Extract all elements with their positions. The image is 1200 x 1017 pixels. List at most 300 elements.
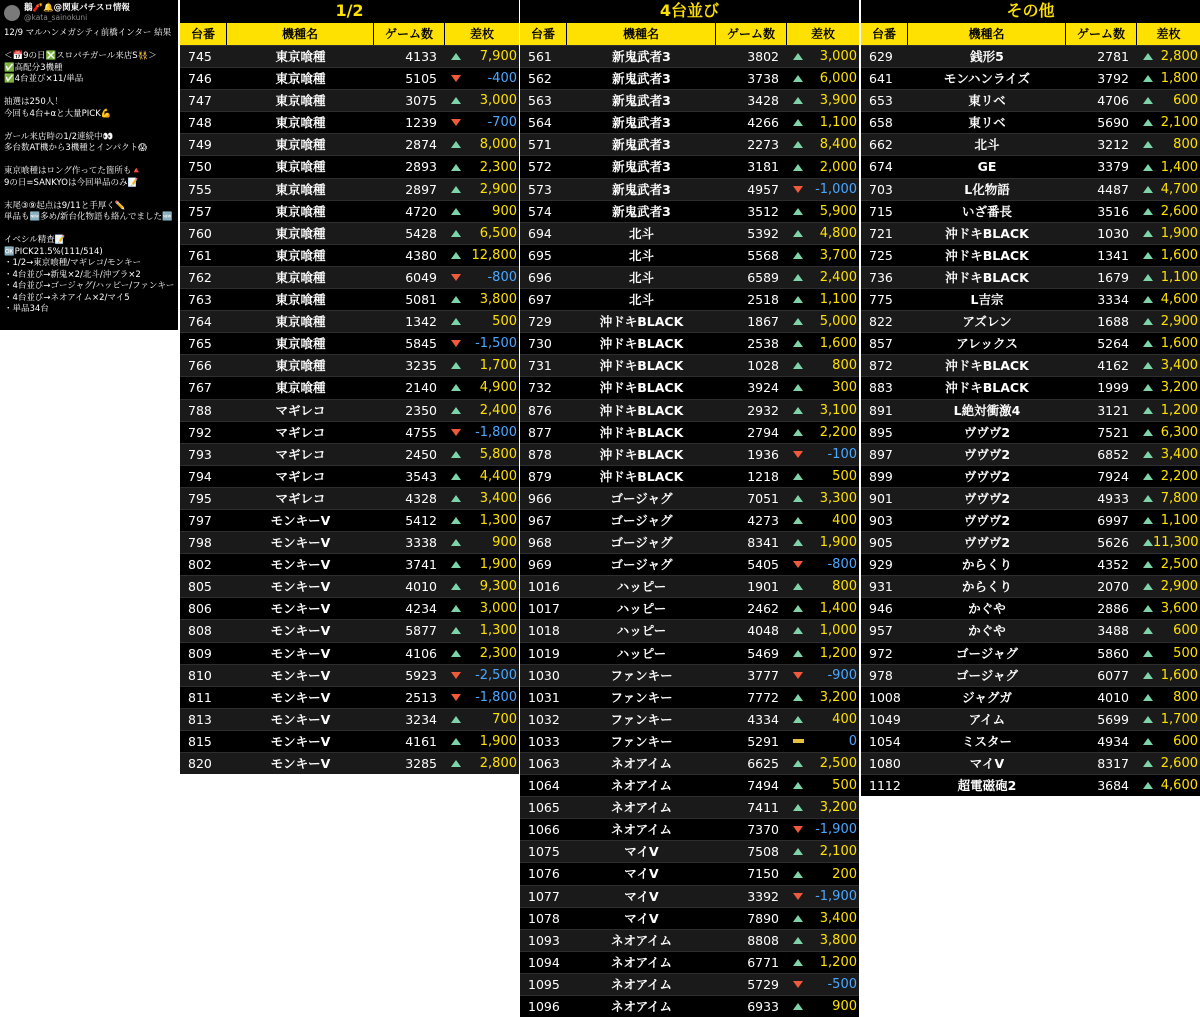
panel-title: 1/2 bbox=[335, 1, 364, 20]
up-triangle-icon bbox=[793, 119, 803, 126]
diff-cell bbox=[787, 974, 859, 995]
up-triangle-icon bbox=[1143, 605, 1153, 612]
table-row bbox=[180, 421, 519, 443]
machine-number: 561 bbox=[528, 49, 552, 64]
machine-name: 東京喰種 bbox=[275, 380, 326, 396]
up-triangle-icon bbox=[1143, 296, 1153, 303]
diff-value: -100 bbox=[827, 446, 857, 462]
table-row bbox=[520, 399, 859, 421]
machine-name: マギレコ bbox=[275, 446, 326, 462]
game-count: 1342 bbox=[405, 314, 437, 330]
diff-value: 3,000 bbox=[819, 49, 857, 65]
machine-number: 895 bbox=[869, 424, 893, 440]
machine-number: 1094 bbox=[528, 954, 560, 970]
diff-cell bbox=[1137, 400, 1200, 421]
diff-cell bbox=[787, 488, 859, 509]
machine-name: マイV bbox=[624, 888, 659, 904]
game-count: 3924 bbox=[747, 380, 779, 396]
up-triangle-icon bbox=[1143, 650, 1153, 657]
diff-cell bbox=[787, 731, 859, 752]
up-triangle-icon bbox=[793, 583, 803, 590]
machine-number: 761 bbox=[188, 247, 212, 263]
table-row bbox=[861, 399, 1200, 421]
up-triangle-icon bbox=[793, 627, 803, 634]
tweet-line: ＜📅9の日❎スロパチガール来店S👯＞ bbox=[4, 51, 157, 61]
panel-others bbox=[861, 0, 1200, 796]
diff-cell bbox=[445, 90, 519, 111]
diff-value: 0 bbox=[848, 733, 857, 749]
up-triangle-icon bbox=[1143, 407, 1153, 414]
game-count: 6049 bbox=[405, 269, 437, 285]
machine-number: 966 bbox=[528, 490, 552, 506]
machine-name: 東京喰種 bbox=[275, 292, 326, 308]
machine-number: 658 bbox=[869, 115, 893, 131]
down-triangle-icon bbox=[451, 429, 461, 436]
machine-number: 715 bbox=[869, 203, 893, 219]
machine-name: L化物語 bbox=[964, 181, 1010, 197]
machine-number: 877 bbox=[528, 424, 552, 440]
diff-value: 4,400 bbox=[479, 468, 517, 484]
table-row bbox=[861, 111, 1200, 133]
up-triangle-icon bbox=[793, 716, 803, 723]
game-count: 3777 bbox=[747, 667, 779, 683]
machine-name: マイV bbox=[969, 756, 1005, 771]
diff-cell bbox=[1137, 775, 1200, 796]
game-count: 1867 bbox=[747, 314, 779, 330]
diff-cell bbox=[787, 444, 859, 465]
diff-value: 500 bbox=[832, 778, 857, 794]
table-row bbox=[861, 597, 1200, 619]
game-count: 5626 bbox=[1097, 535, 1129, 551]
up-triangle-icon bbox=[793, 517, 803, 524]
diff-cell bbox=[787, 377, 859, 398]
table-row bbox=[861, 288, 1200, 310]
machine-number: 811 bbox=[188, 689, 212, 705]
machine-number: 695 bbox=[528, 247, 552, 263]
table-header bbox=[520, 22, 859, 45]
diff-cell bbox=[787, 510, 859, 531]
game-count: 4933 bbox=[1097, 490, 1129, 506]
diff-value: 3,000 bbox=[479, 93, 517, 109]
diff-cell bbox=[445, 709, 519, 730]
machine-name: 北斗 bbox=[628, 247, 654, 263]
diff-cell bbox=[445, 576, 519, 597]
diff-value: 1,200 bbox=[819, 954, 857, 970]
col-header-games: ゲーム数 bbox=[716, 23, 787, 45]
machine-name: モンキーV bbox=[270, 756, 331, 771]
table-row bbox=[861, 752, 1200, 774]
down-triangle-icon bbox=[793, 561, 803, 568]
up-triangle-icon bbox=[451, 296, 461, 303]
game-count: 6852 bbox=[1097, 446, 1129, 462]
machine-name: 東京喰種 bbox=[275, 203, 326, 219]
machine-number: 762 bbox=[188, 269, 212, 285]
machine-number: 788 bbox=[188, 402, 212, 418]
account-name[interactable]: 鵝🧨🔔@関東パチスロ情報 bbox=[24, 3, 130, 13]
up-triangle-icon bbox=[793, 848, 803, 855]
diff-value: 5,800 bbox=[479, 446, 517, 462]
diff-cell bbox=[787, 554, 859, 575]
machine-name: ファンキー bbox=[610, 667, 673, 683]
game-count: 5428 bbox=[405, 225, 437, 241]
machine-name: 沖ドキBLACK bbox=[945, 225, 1029, 241]
game-count: 4380 bbox=[405, 247, 437, 263]
game-count: 4487 bbox=[1097, 181, 1129, 197]
diff-value: 1,100 bbox=[1160, 513, 1198, 529]
up-triangle-icon bbox=[793, 694, 803, 701]
diff-cell bbox=[787, 532, 859, 553]
table-row bbox=[520, 973, 859, 995]
diff-cell bbox=[1137, 598, 1200, 619]
machine-number: 968 bbox=[528, 535, 552, 551]
diff-value: 3,800 bbox=[479, 292, 517, 308]
diff-cell bbox=[1137, 245, 1200, 266]
table-row bbox=[520, 67, 859, 89]
machine-name: 東京喰種 bbox=[275, 49, 326, 64]
diff-value: 1,700 bbox=[479, 358, 517, 374]
table-row bbox=[520, 421, 859, 443]
game-count: 8317 bbox=[1097, 756, 1129, 771]
table-row bbox=[520, 155, 859, 177]
up-triangle-icon bbox=[793, 937, 803, 944]
diff-cell bbox=[787, 311, 859, 332]
table-row bbox=[180, 244, 519, 266]
machine-name: モンハンライズ bbox=[943, 71, 1031, 87]
table-row bbox=[180, 155, 519, 177]
machine-number: 806 bbox=[188, 601, 212, 617]
table-row bbox=[520, 45, 859, 67]
diff-cell bbox=[1137, 311, 1200, 332]
up-triangle-icon bbox=[1143, 340, 1153, 347]
up-triangle-icon bbox=[793, 760, 803, 767]
up-triangle-icon bbox=[793, 915, 803, 922]
table-row bbox=[520, 752, 859, 774]
up-triangle-icon bbox=[1143, 583, 1153, 590]
diff-value: 6,500 bbox=[479, 225, 517, 241]
diff-cell bbox=[445, 510, 519, 531]
table-row bbox=[861, 531, 1200, 553]
up-triangle-icon bbox=[793, 141, 803, 148]
diff-value: 1,600 bbox=[1160, 667, 1198, 683]
machine-name: 銭形5 bbox=[970, 49, 1004, 64]
machine-name: モンキーV bbox=[270, 733, 331, 749]
tweet-line: ✅高配分3機種 bbox=[4, 62, 63, 73]
up-triangle-icon bbox=[1143, 694, 1153, 701]
up-triangle-icon bbox=[451, 561, 461, 568]
table-row bbox=[180, 553, 519, 575]
game-count: 2538 bbox=[747, 336, 779, 352]
diff-value: 900 bbox=[832, 999, 857, 1015]
game-count: 2893 bbox=[405, 159, 437, 175]
machine-name: ヴヴヴ2 bbox=[963, 424, 1011, 440]
panel-title: その他 bbox=[1006, 1, 1055, 20]
diff-value: 3,200 bbox=[819, 800, 857, 816]
machine-number: 1063 bbox=[528, 756, 560, 771]
up-triangle-icon bbox=[1143, 429, 1153, 436]
table-row bbox=[180, 575, 519, 597]
tweet-line: ガール来店時の1/2連続中👀 bbox=[4, 131, 114, 142]
machine-number: 969 bbox=[528, 557, 552, 573]
machine-number: 662 bbox=[869, 137, 893, 153]
machine-name: ゴージャグ bbox=[955, 667, 1018, 683]
diff-cell bbox=[787, 687, 859, 708]
tweet-line: 🆗PICK21.5%(111/514) bbox=[4, 246, 103, 257]
machine-number: 883 bbox=[869, 380, 893, 396]
game-count: 4133 bbox=[405, 49, 437, 64]
table-row bbox=[520, 995, 859, 1017]
tweet-line: ・1/2→東京喰種/マギレコ/モンキー bbox=[4, 258, 141, 268]
machine-number: 872 bbox=[869, 358, 893, 374]
table-row bbox=[861, 266, 1200, 288]
machine-number: 1019 bbox=[528, 645, 560, 661]
diff-cell bbox=[1137, 709, 1200, 730]
machine-name: モンキーV bbox=[270, 579, 331, 595]
game-count: 4048 bbox=[747, 623, 779, 639]
diff-cell bbox=[787, 775, 859, 796]
machine-name: ハッピー bbox=[616, 645, 667, 661]
machine-name: ネオアイム bbox=[610, 800, 672, 816]
account-handle[interactable]: @kata_sainokuni bbox=[24, 13, 88, 22]
machine-number: 747 bbox=[188, 93, 212, 109]
table-row bbox=[520, 266, 859, 288]
game-count: 4010 bbox=[1097, 689, 1129, 705]
game-count: 7508 bbox=[747, 844, 779, 860]
col-header-machine: 機種名 bbox=[227, 23, 374, 45]
game-count: 3392 bbox=[747, 888, 779, 904]
machine-number: 765 bbox=[188, 336, 212, 352]
game-count: 8341 bbox=[747, 535, 779, 551]
col-header-no: 台番 bbox=[861, 23, 908, 45]
machine-number: 629 bbox=[869, 49, 893, 64]
machine-number: 767 bbox=[188, 380, 212, 396]
game-count: 3543 bbox=[405, 468, 437, 484]
diff-cell bbox=[445, 466, 519, 487]
up-triangle-icon bbox=[451, 760, 461, 767]
diff-value: 3,400 bbox=[479, 490, 517, 506]
machine-name: 沖ドキBLACK bbox=[945, 380, 1029, 396]
table-row bbox=[180, 178, 519, 200]
table-body bbox=[180, 45, 519, 774]
up-triangle-icon bbox=[451, 451, 461, 458]
table-row bbox=[520, 310, 859, 332]
diff-value: 2,800 bbox=[479, 756, 517, 772]
machine-name: 沖ドキBLACK bbox=[599, 446, 684, 462]
machine-name: 新鬼武者3 bbox=[612, 137, 671, 153]
diff-value: 2,600 bbox=[1160, 756, 1198, 772]
up-triangle-icon bbox=[451, 650, 461, 657]
table-body bbox=[861, 45, 1200, 796]
table-row bbox=[861, 244, 1200, 266]
diff-cell bbox=[787, 223, 859, 244]
game-count: 6997 bbox=[1097, 512, 1129, 528]
machine-name: ゴージャグ bbox=[610, 490, 673, 506]
up-triangle-icon bbox=[793, 296, 803, 303]
diff-value: 1,200 bbox=[1160, 402, 1198, 418]
diff-value: 2,600 bbox=[1160, 203, 1198, 219]
machine-name: 沖ドキBLACK bbox=[945, 269, 1029, 285]
diff-cell bbox=[445, 245, 519, 266]
diff-cell bbox=[1137, 333, 1200, 354]
machine-number: 931 bbox=[869, 579, 893, 595]
avatar[interactable] bbox=[4, 5, 20, 21]
machine-name: マイV bbox=[624, 910, 659, 926]
down-triangle-icon bbox=[793, 186, 803, 193]
diff-value: 2,000 bbox=[819, 159, 857, 175]
diff-value: 3,800 bbox=[819, 932, 857, 948]
game-count: 5392 bbox=[747, 225, 779, 241]
machine-number: 876 bbox=[528, 402, 552, 418]
diff-value: -800 bbox=[487, 269, 517, 285]
down-triangle-icon bbox=[793, 672, 803, 679]
machine-number: 1096 bbox=[528, 999, 560, 1015]
machine-name: アイム bbox=[968, 711, 1006, 727]
up-triangle-icon bbox=[793, 539, 803, 546]
machine-number: 746 bbox=[188, 71, 212, 87]
diff-value: 2,100 bbox=[1160, 115, 1198, 131]
diff-cell bbox=[445, 422, 519, 443]
up-triangle-icon bbox=[451, 473, 461, 480]
table-row bbox=[520, 133, 859, 155]
machine-number: 1066 bbox=[528, 822, 560, 838]
diff-cell bbox=[787, 753, 859, 774]
diff-cell bbox=[445, 620, 519, 641]
machine-number: 891 bbox=[869, 402, 893, 418]
table-row bbox=[861, 332, 1200, 354]
diff-value: 8,400 bbox=[819, 137, 857, 153]
up-triangle-icon bbox=[1143, 318, 1153, 325]
table-row bbox=[520, 619, 859, 641]
diff-cell bbox=[787, 267, 859, 288]
diff-value: 1,700 bbox=[1160, 711, 1198, 727]
diff-value: 4,700 bbox=[1160, 181, 1198, 197]
tweet-line: 末尾③⑨起点は9/11と手厚く✏️ bbox=[4, 200, 126, 211]
up-triangle-icon bbox=[1143, 186, 1153, 193]
diff-value: 3,600 bbox=[1160, 601, 1198, 617]
machine-name: 沖ドキBLACK bbox=[599, 468, 684, 484]
tweet-line bbox=[4, 120, 174, 132]
table-row bbox=[520, 111, 859, 133]
machine-number: 750 bbox=[188, 159, 212, 175]
diff-cell bbox=[445, 112, 519, 133]
table-row bbox=[520, 730, 859, 752]
machine-name: ハッピー bbox=[616, 601, 667, 617]
machine-number: 808 bbox=[188, 623, 212, 639]
diff-value: 500 bbox=[1173, 645, 1198, 661]
diff-value: 1,100 bbox=[819, 292, 857, 308]
table-row bbox=[861, 774, 1200, 796]
game-count: 5405 bbox=[747, 557, 779, 573]
diff-value: 2,200 bbox=[819, 424, 857, 440]
diff-cell bbox=[1137, 46, 1200, 67]
machine-name: 沖ドキBLACK bbox=[599, 358, 684, 374]
diff-cell bbox=[445, 46, 519, 67]
machine-name: 東京喰種 bbox=[275, 269, 326, 285]
game-count: 2462 bbox=[747, 601, 779, 617]
machine-number: 721 bbox=[869, 225, 893, 241]
machine-name: ヴヴヴ2 bbox=[963, 535, 1011, 551]
machine-number: 1016 bbox=[528, 579, 560, 595]
game-count: 1936 bbox=[747, 446, 779, 462]
diff-value: 6,000 bbox=[819, 71, 857, 87]
machine-name: 東京喰種 bbox=[275, 71, 326, 87]
machine-number: 749 bbox=[188, 137, 212, 153]
game-count: 2350 bbox=[405, 402, 437, 418]
table-row bbox=[180, 664, 519, 686]
machine-number: 822 bbox=[869, 314, 893, 330]
game-count: 5264 bbox=[1097, 336, 1129, 352]
game-count: 7924 bbox=[1097, 468, 1129, 484]
machine-name: 東京喰種 bbox=[275, 93, 326, 109]
table-row bbox=[861, 133, 1200, 155]
table-row bbox=[520, 575, 859, 597]
diff-cell bbox=[445, 267, 519, 288]
table-row bbox=[520, 929, 859, 951]
diff-value: 4,800 bbox=[819, 225, 857, 241]
up-triangle-icon bbox=[451, 583, 461, 590]
machine-name: 東京喰種 bbox=[275, 336, 326, 352]
machine-number: 809 bbox=[188, 645, 212, 661]
table-row bbox=[180, 686, 519, 708]
diff-cell bbox=[445, 134, 519, 155]
up-triangle-icon bbox=[1143, 164, 1153, 171]
machine-name: 新鬼武者3 bbox=[612, 159, 671, 175]
table-row bbox=[180, 200, 519, 222]
machine-name: 新鬼武者3 bbox=[612, 203, 671, 219]
machine-number: 574 bbox=[528, 203, 552, 219]
up-triangle-icon bbox=[451, 384, 461, 391]
up-triangle-icon bbox=[793, 362, 803, 369]
diff-cell bbox=[1137, 134, 1200, 155]
tweet-line: ・4台並び→新鬼×2/北斗/沖ブラ×2 bbox=[4, 269, 141, 280]
table-row bbox=[180, 509, 519, 531]
up-triangle-icon bbox=[1143, 230, 1153, 237]
diff-value: 1,200 bbox=[819, 645, 857, 661]
game-count: 4706 bbox=[1097, 93, 1129, 109]
diff-value: 2,900 bbox=[1160, 579, 1198, 595]
panel-four-in-row bbox=[520, 0, 859, 1017]
game-count: 4162 bbox=[1097, 358, 1129, 374]
table-row bbox=[180, 332, 519, 354]
up-triangle-icon bbox=[793, 97, 803, 104]
diff-value: 1,600 bbox=[819, 336, 857, 352]
diff-value: 400 bbox=[832, 513, 857, 529]
game-count: 2886 bbox=[1097, 601, 1129, 617]
diff-value: 1,400 bbox=[819, 601, 857, 617]
up-triangle-icon bbox=[451, 738, 461, 745]
diff-value: 1,900 bbox=[819, 535, 857, 551]
diff-value: 3,300 bbox=[819, 490, 857, 506]
game-count: 5860 bbox=[1097, 645, 1129, 661]
game-count: 6933 bbox=[747, 999, 779, 1015]
diff-value: 800 bbox=[1173, 137, 1198, 153]
col-header-machine: 機種名 bbox=[908, 23, 1066, 45]
up-triangle-icon bbox=[793, 804, 803, 811]
table-row bbox=[180, 45, 519, 67]
game-count: 5923 bbox=[405, 667, 437, 683]
game-count: 6771 bbox=[747, 954, 779, 970]
table-row bbox=[861, 575, 1200, 597]
diff-cell bbox=[1137, 466, 1200, 487]
diff-cell bbox=[787, 665, 859, 686]
table-body bbox=[520, 45, 859, 1017]
up-triangle-icon bbox=[793, 53, 803, 60]
diff-cell bbox=[1137, 687, 1200, 708]
up-triangle-icon bbox=[451, 318, 461, 325]
diff-value: 2,100 bbox=[819, 844, 857, 860]
up-triangle-icon bbox=[1143, 517, 1153, 524]
tweet-line: 今回も4台+αと大量PICK💪 bbox=[4, 108, 112, 119]
diff-cell bbox=[787, 245, 859, 266]
